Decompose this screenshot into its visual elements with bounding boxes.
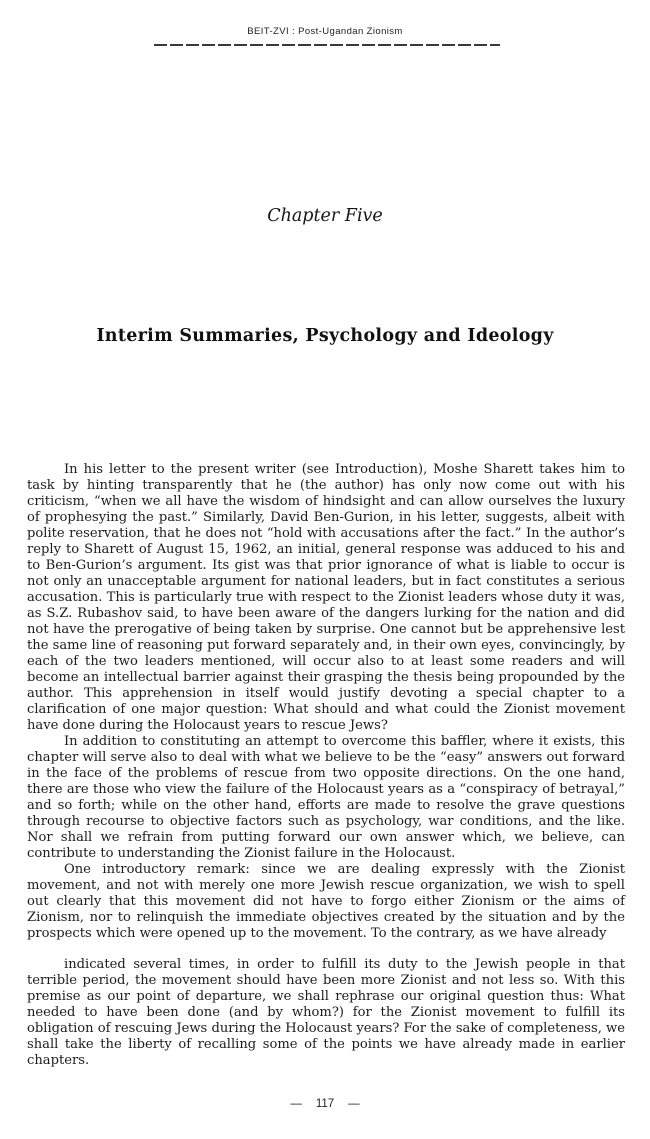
page-footer [0,1098,650,1110]
footer-right-dash: — [348,1098,360,1110]
footer-left-dash: — [290,1098,302,1110]
section-title: Interim Summaries, Psychology and Ideology [96,326,554,346]
chapter-label: Chapter Five [267,206,383,226]
page-number: 117 [315,1098,335,1110]
paragraph-4: indicated several times, in order to fulfill its duty to the Jewish people in that terrible period, the movement should have been more Zionist and not less so. With this premise as our point of departure, we shall rephrase our original question thus: What needed to have been done (and by whom?) for the Zionist movement to fulfill its obligation of rescuing Jews during the Holocaust years? For the sake of completeness, we shall take the liberty of recalling some of the points we have already made in earlier chapters. [27,957,625,1068]
body-text [27,462,625,1069]
paragraph-2: In addition to constituting an attempt to overcome this baffler, where it exists, this chapter will serve also to deal with what we believe to be the “easy” answers out forward in the face of the problems of rescue from two opposite directions. On the one hand, there are those who view the failure of the Holocaust years as a “conspiracy of betrayal,” and so forth; while on the other hand, efforts are made to resolve the grave questions through recourse to objective factors such as psychology, war conditions, and the like. Nor shall we refrain from putting forward our own answer which, we believe, can contribute to understanding the Zionist failure in the Holocaust. [27,734,625,861]
header-divider-rule [154,44,500,46]
running-header: BEIT-ZVI : Post-Ugandan Zionism [247,26,403,37]
paragraph-1: In his letter to the present writer (see Introduction), Moshe Sharett takes him to task by hinting transparently that he (the author) has only now come out with his criticism, “when we all have the wisdom of hindsight and can allow ourselves the luxury of prophesying the past.” Similarly, David Ben-Gurion, in his letter, suggests, albeit with polite reservation, that he does not “hold with accusations after the fact.” In the author’s reply to Sharett of August 15, 1962, an initial, general response was adduced to his and to Ben-Gurion’s argument. Its gist was that prior ignorance of what is liable to occur is not only an unacceptable argument for national leaders, but in fact constitutes a serious accusation. This is particularly true with respect to the Zionist leaders whose duty it was, as S.Z. Rubashov said, to have been aware of the dangers lurking for the nation and did not have the prerogative of being taken by surprise. One cannot but be apprehensive lest the same line of reasoning put forward separately and, in their own eyes, convincingly, by each of the two leaders mentioned, will occur also to at least some readers and will become an intellectual barrier against their grasping the thesis being propounded by the author. This apprehension in itself would justify devoting a special chapter to a clarification of one major question: What should and what could the Zionist movement have done during the Holocaust years to rescue Jews? [27,462,625,733]
paragraph-3: One introductory remark: since we are dealing expressly with the Zionist movement, and not with merely one more Jewish rescue organization, we wish to spell out clearly that this movement did not have to forgo either Zionism or the aims of Zionism, nor to relinquish the immediate objectives created by the situation and by the prospects which were opened up to the movement. To the contrary, as we have already [27,862,625,941]
